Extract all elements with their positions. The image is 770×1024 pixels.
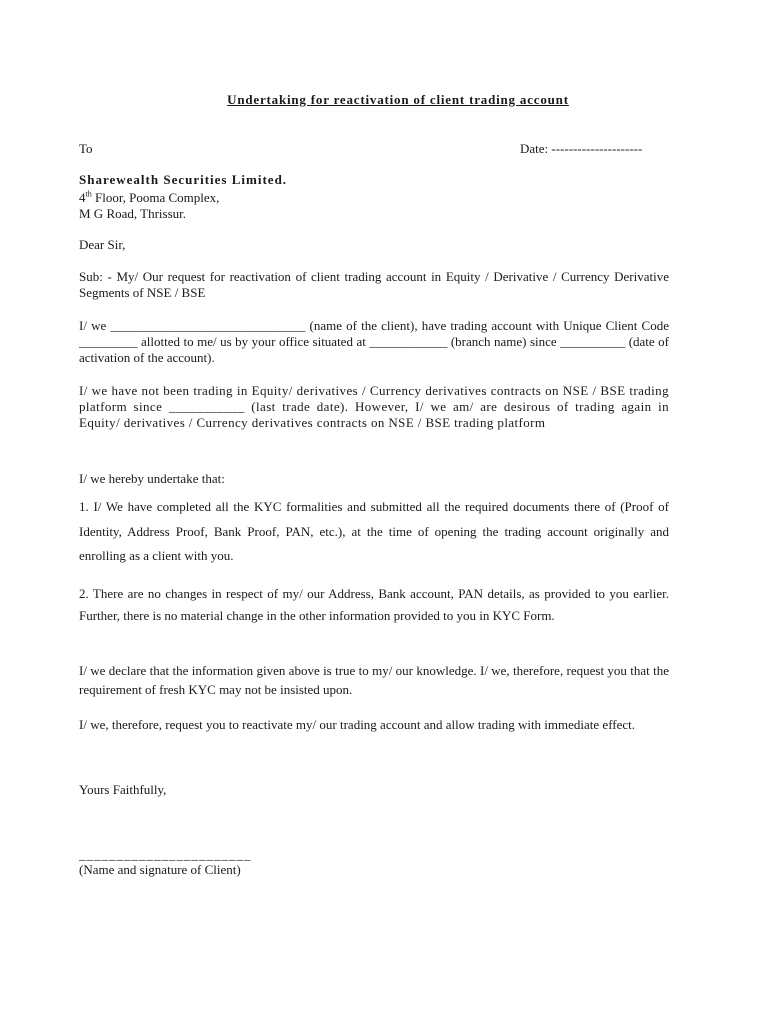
company-name: Sharewealth Securities Limited. xyxy=(79,172,288,187)
company-address-line1 xyxy=(79,190,669,206)
not-trading-paragraph: I/ we have not been trading in Equity/ derivatives / Currency derivatives contracts on NSE / BSE trading platform since ___________ (last trade date). However, I/ we am/ are desirous of trading again in Equity/ derivatives / Currency derivatives contracts on NSE / BSE trading platform xyxy=(79,383,669,430)
declaration-paragraph: I/ we declare that the information given above is true to my/ our knowledge. I/ we, therefore, request you that the requirement of fresh KYC may not be insisted upon. xyxy=(79,663,669,697)
floor-suffix: th xyxy=(85,189,92,199)
document-title: Undertaking for reactivation of client trading account xyxy=(227,92,569,107)
closing-line: Yours Faithfully, xyxy=(79,782,167,797)
signature-caption: (Name and signature of Client) xyxy=(79,862,241,877)
undertaking-point-1: 1. I/ We have completed all the KYC formalities and submitted all the required documents there of (Proof of Identity, Address Proof, Bank Proof, PAN, etc.), at the time of opening the trading account originally and enrolling as a client with you. xyxy=(79,499,669,563)
date-field: Date: --------------------- xyxy=(520,141,643,156)
salutation: Dear Sir, xyxy=(79,237,126,252)
company-address-line2: M G Road, Thrissur. xyxy=(79,206,187,221)
client-details-paragraph: I/ we ______________________________ (name of the client), have trading account with Unique Client Code _________ allotted to me/ us by your office situated at ____________ (branch name) since __________ (date of activation of the account). xyxy=(79,318,669,365)
request-paragraph: I/ we, therefore, request you to reactivate my/ our trading account and allow trading with immediate effect. xyxy=(79,717,636,732)
signature-line: _______________________ xyxy=(79,847,252,862)
to-label: To xyxy=(79,141,93,156)
subject-line: Sub: - My/ Our request for reactivation of client trading account in Equity / Derivative / Currency Derivative Segments of NSE / BSE xyxy=(79,269,669,300)
floor-rest: Floor, Pooma Complex, xyxy=(91,190,220,205)
undertake-intro: I/ we hereby undertake that: xyxy=(79,471,225,486)
undertaking-point-2: 2. There are no changes in respect of my/ our Address, Bank account, PAN details, as provided to you earlier. Further, there is no material change in the other information provided to you in KYC Form. xyxy=(79,586,669,623)
floor-number: 4 xyxy=(79,190,86,205)
